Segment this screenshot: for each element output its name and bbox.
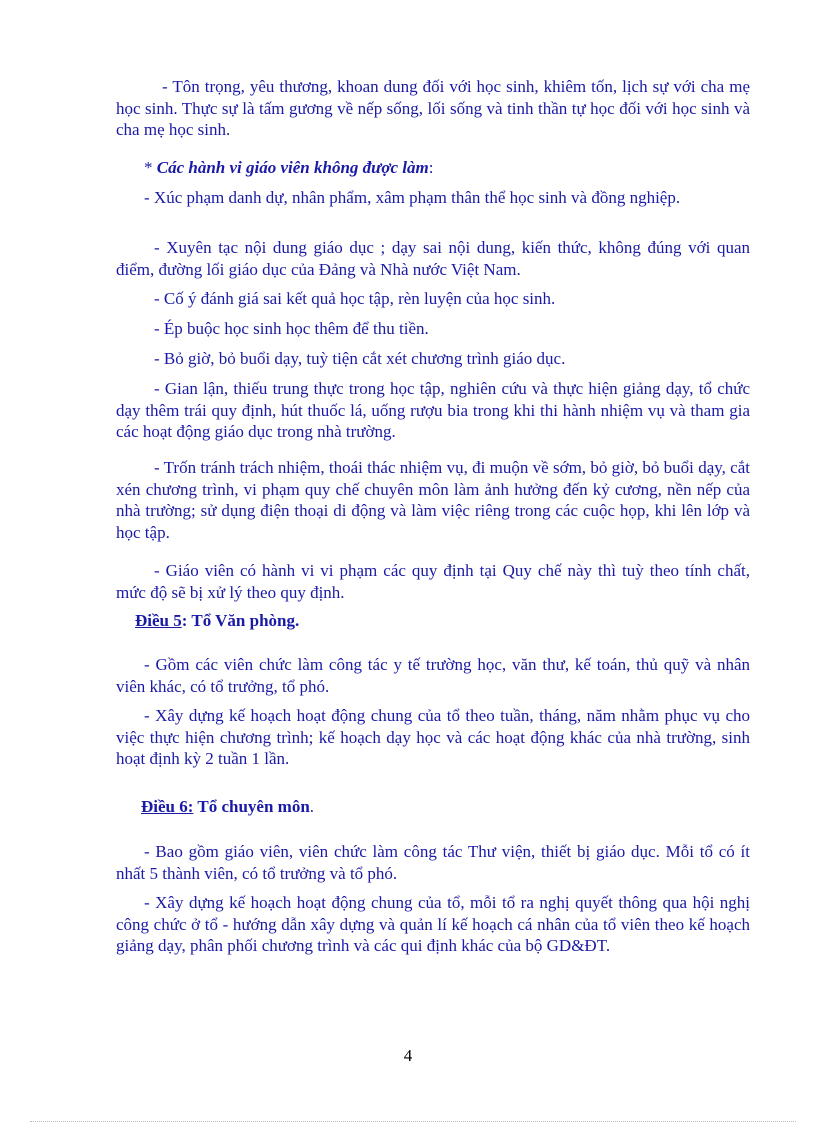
heading-text: Các hành vi giáo viên không được làm — [156, 158, 429, 177]
paragraph-respect: - Tôn trọng, yêu thương, khoan dung đối với học sinh, khiêm tốn, lịch sự với cha mẹ học sinh. Thực sự là tấm gương về nếp sống, lối sống và tinh thần tự học đối với học sinh và cha mẹ học sinh. — [116, 77, 750, 139]
paragraph-violation: - Giáo viên có hành vi vi phạm các quy định tại Quy chế này thì tuỳ theo tính chất, mức độ sẽ bị xử lý theo quy định. — [116, 561, 750, 602]
heading-star: * — [144, 158, 157, 177]
paragraph-evade: - Trốn tránh trách nhiệm, thoái thác nhiệm vụ, đi muộn về sớm, bỏ giờ, bỏ buổi dạy, cắt xén chương trình, vi phạm quy chế chuyên môn làm ảnh hưởng đến kỷ cương, nền nếp của nhà trường; sử dụng điện thoại di động và làm việc riêng trong các cuộc họp, khi lên lớp và học tập. — [116, 458, 750, 542]
article5-title: : Tổ Văn phòng. — [181, 611, 300, 630]
page-bottom-border — [30, 1121, 796, 1122]
article6-paragraph-plan: - Xây dựng kế hoạch hoạt động chung của tổ, mỗi tổ ra nghị quyết thông qua hội nghị công chức ở tổ - hướng dẫn xây dựng và quản lí kế hoạch cá nhân của tổ viên theo kế hoạch giảng dạy, phân phối chương trình và các qui định khác của bộ GD&ĐT. — [116, 893, 750, 955]
article6-title-end: . — [309, 797, 315, 816]
paragraph-skip: - Bỏ giờ, bỏ buổi dạy, tuỳ tiện cắt xét chương trình giáo dục. — [154, 349, 566, 368]
paragraph-misjudge: - Cố ý đánh giá sai kết quả học tập, rèn luyện của học sinh. — [154, 289, 556, 308]
paragraph-distort: - Xuyên tạc nội dung giáo dục ; dạy sai nội dung, kiến thức, không đúng với quan điểm, đường lối giáo dục của Đảng và Nhà nước Việt Nam. — [116, 238, 750, 279]
article5-heading — [135, 611, 299, 631]
article5-paragraph-plan: - Xây dựng kế hoạch hoạt động chung của tổ theo tuần, tháng, năm nhằm phục vụ cho việc thực hiện chương trình; kế hoạch dạy học và các hoạt động khác của nhà trường, sinh hoạt định kỳ 2 tuần 1 lần. — [116, 706, 750, 768]
paragraph-insult: - Xúc phạm danh dự, nhân phẩm, xâm phạm thân thể học sinh và đồng nghiệp. — [144, 188, 681, 207]
article6-paragraph-members: - Bao gồm giáo viên, viên chức làm công tác Thư viện, thiết bị giáo dục. Mỗi tổ có ít nhất 5 thành viên, có tổ trưởng và tổ phó. — [116, 842, 750, 883]
article5-label: Điều 5 — [135, 611, 182, 630]
article6-heading — [141, 797, 314, 817]
heading-colon: : — [428, 158, 434, 177]
page-number: 4 — [403, 1046, 413, 1065]
article5-paragraph-members: - Gồm các viên chức làm công tác y tế trường học, văn thư, kế toán, thủ quỹ và nhân viên khác, có tổ trưởng, tổ phó. — [116, 655, 750, 696]
prohibited-heading — [116, 157, 750, 179]
article6-title: Tổ chuyên môn — [193, 797, 310, 816]
paragraph-extra-class: - Ép buộc học sinh học thêm để thu tiền. — [154, 319, 429, 338]
article6-label: Điều 6: — [141, 797, 194, 816]
paragraph-fraud: - Gian lận, thiếu trung thực trong học tập, nghiên cứu và thực hiện giảng dạy, tổ chức dạy thêm trái quy định, hút thuốc lá, uống rượu bia trong khi thi hành nhiệm vụ và tham gia các hoạt động giáo dục trong nhà trường. — [116, 379, 750, 441]
